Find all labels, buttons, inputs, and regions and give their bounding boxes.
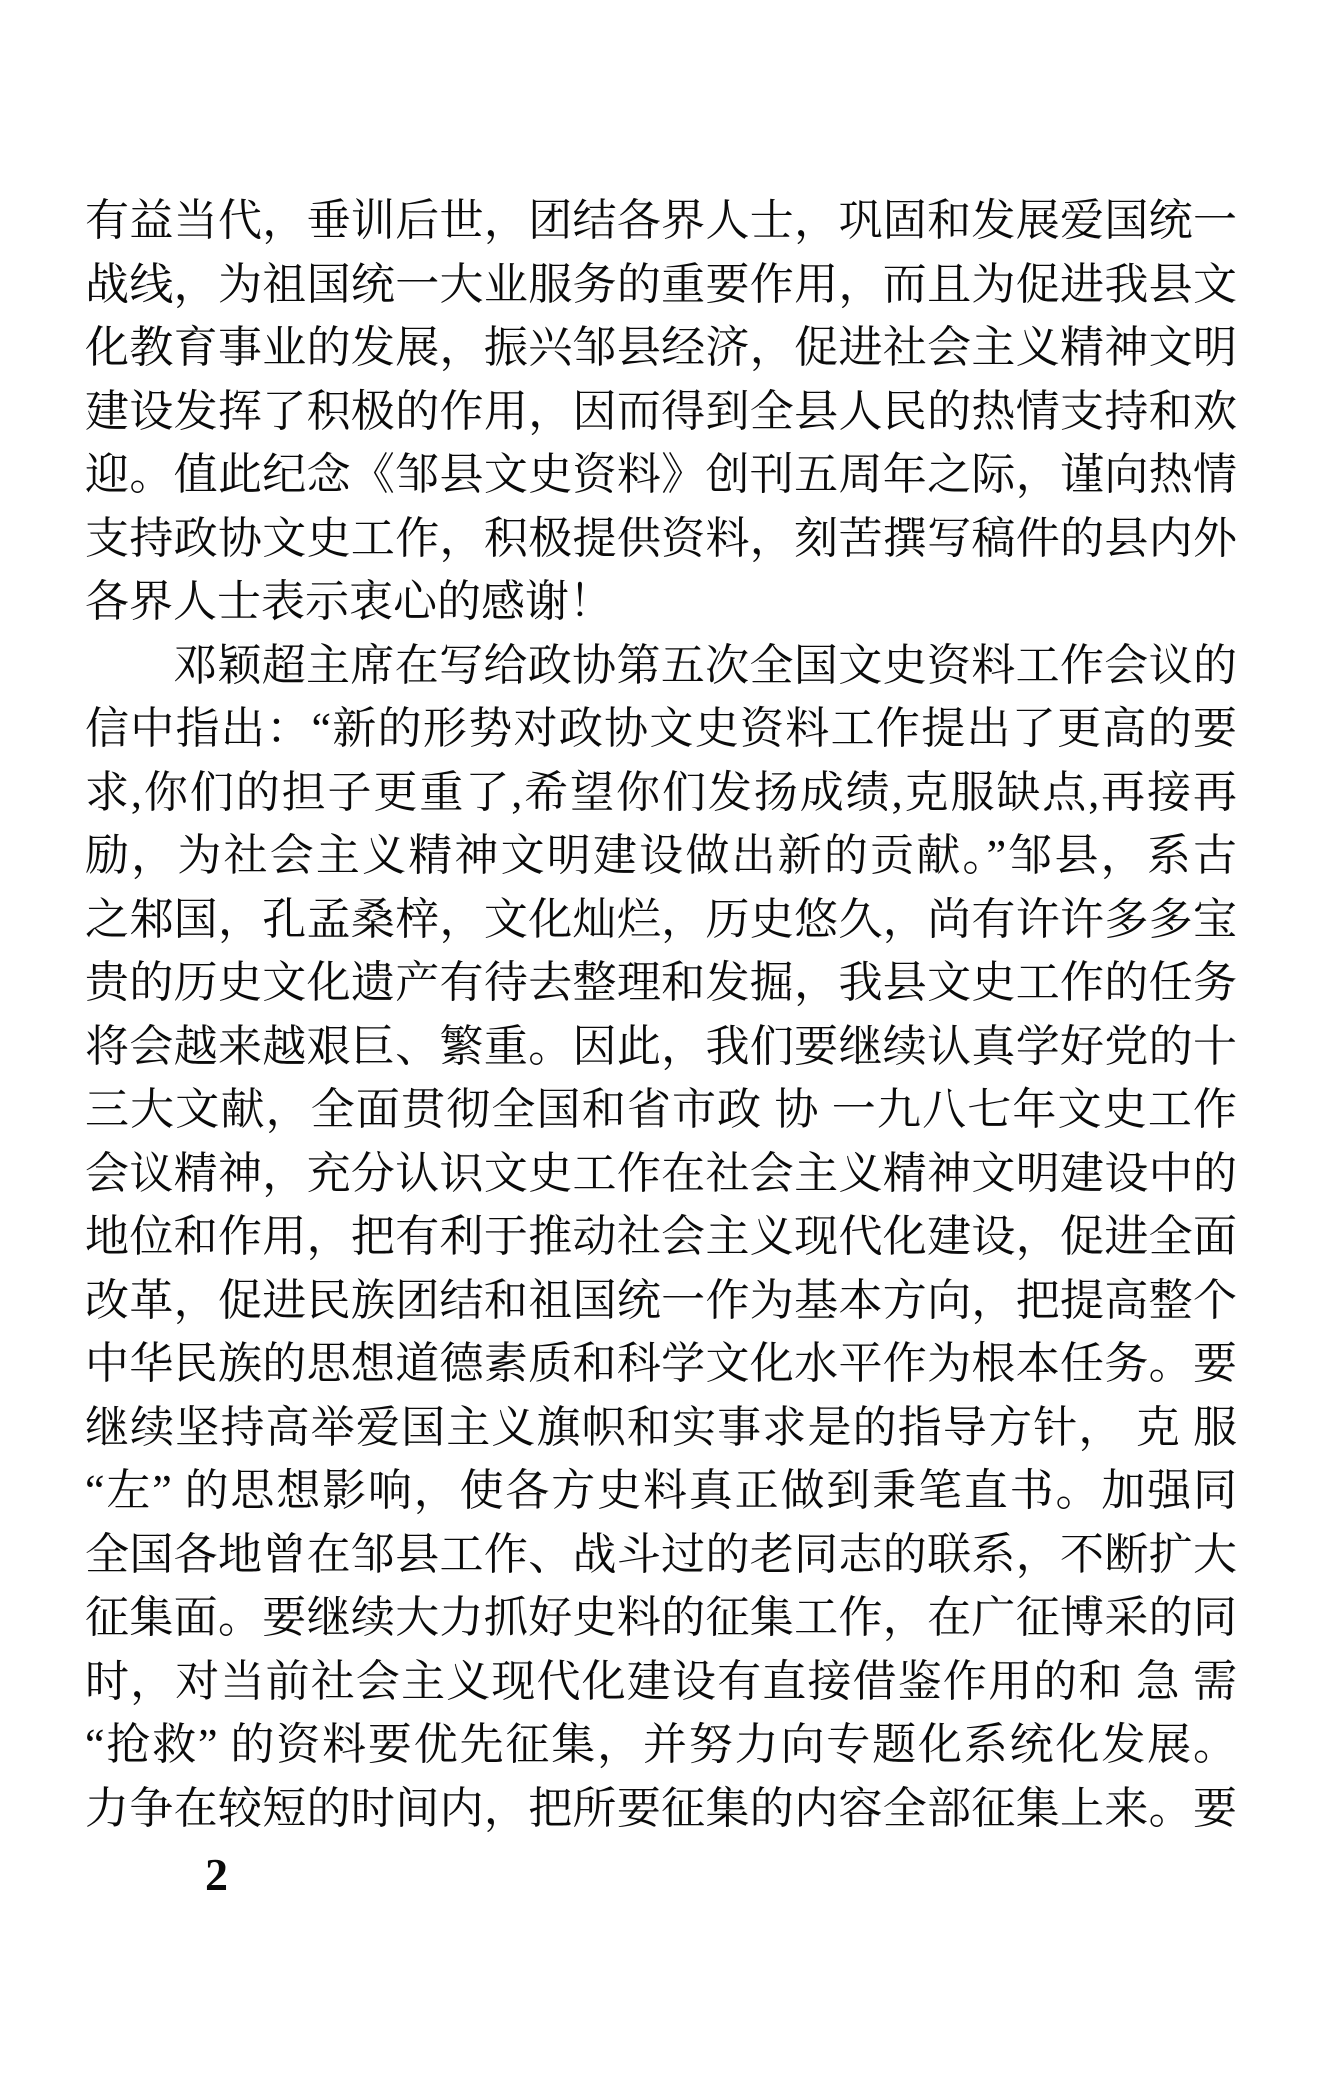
text-line: “左” 的思想影响，使各方史料真正做到秉笔直书。加强同: [85, 1466, 1237, 1515]
text-line: 全国各地曾在邹县工作、战斗过的老同志的联系，不断扩大: [85, 1529, 1237, 1579]
text-line: 有益当代，垂训后世，团结各界人士，巩固和发展爱国统一: [85, 196, 1237, 245]
text-line: 中华民族的思想道德素质和科学文化水平作为根本任务。要: [85, 1339, 1237, 1388]
text-line: 建设发挥了积极的作用，因而得到全县人民的热情支持和欢: [85, 386, 1237, 436]
text-line: 之邾国，孔孟桑梓，文化灿烂，历史悠久，尚有许许多多宝: [85, 894, 1237, 944]
text-block: [85, 189, 1237, 1840]
text-line: 求,你们的担子更重了,希望你们发扬成绩,克服缺点,再接再: [85, 767, 1237, 817]
text-line: 化教育事业的发展，振兴邹县经济，促进社会主义精神文明: [85, 323, 1237, 372]
text-line: 力争在较短的时间内，把所要征集的内容全部征集上来。要: [85, 1783, 1237, 1833]
text-line: 信中指出：“新的形势对政协文史资料工作提出了更高的要: [85, 704, 1237, 753]
text-line: 征集面。要继续大力抓好史料的征集工作，在广征博采的同: [85, 1593, 1237, 1642]
text-line: 支持政协文史工作，积极提供资料，刻苦撰写稿件的县内外: [85, 513, 1237, 563]
text-line: 将会越来越艰巨、繁重。因此，我们要继续认真学好党的十: [85, 1021, 1237, 1071]
text-line: 改革，促进民族团结和祖国统一作为基本方向，把提高整个: [85, 1275, 1237, 1325]
text-line: 战线，为祖国统一大业服务的重要作用，而且为促进我县文: [85, 259, 1237, 309]
text-line: 贵的历史文化遗产有待去整理和发掘，我县文史工作的任务: [85, 958, 1237, 1007]
text-line: 地位和作用，把有利于推动社会主义现代化建设，促进全面: [85, 1212, 1237, 1261]
text-line: 迎。值此纪念《邹县文史资料》创刊五周年之际，谨向热情: [85, 450, 1237, 499]
text-line: “抢救” 的资料要优先征集，并努力向专题化系统化发展。: [85, 1720, 1237, 1769]
text-line: 时，对当前社会主义现代化建设有直接借鉴作用的和 急 需: [85, 1656, 1237, 1706]
text-line: 各界人士表示衷心的感谢！: [85, 577, 613, 626]
text-line: 会议精神，充分认识文史工作在社会主义精神文明建设中的: [85, 1148, 1237, 1198]
text-line: 励，为社会主义精神文明建设做出新的贡献。”邹县，系古: [85, 831, 1237, 880]
text-line: 三大文献，全面贯彻全国和省市政 协 一九八七年文史工作: [85, 1085, 1237, 1134]
page-number: 2: [205, 1849, 228, 1900]
text-line: 继续坚持高举爱国主义旗帜和实事求是的指导方针， 克 服: [85, 1402, 1237, 1452]
text-line: 邓颖超主席在写给政协第五次全国文史资料工作会议的: [173, 640, 1237, 690]
